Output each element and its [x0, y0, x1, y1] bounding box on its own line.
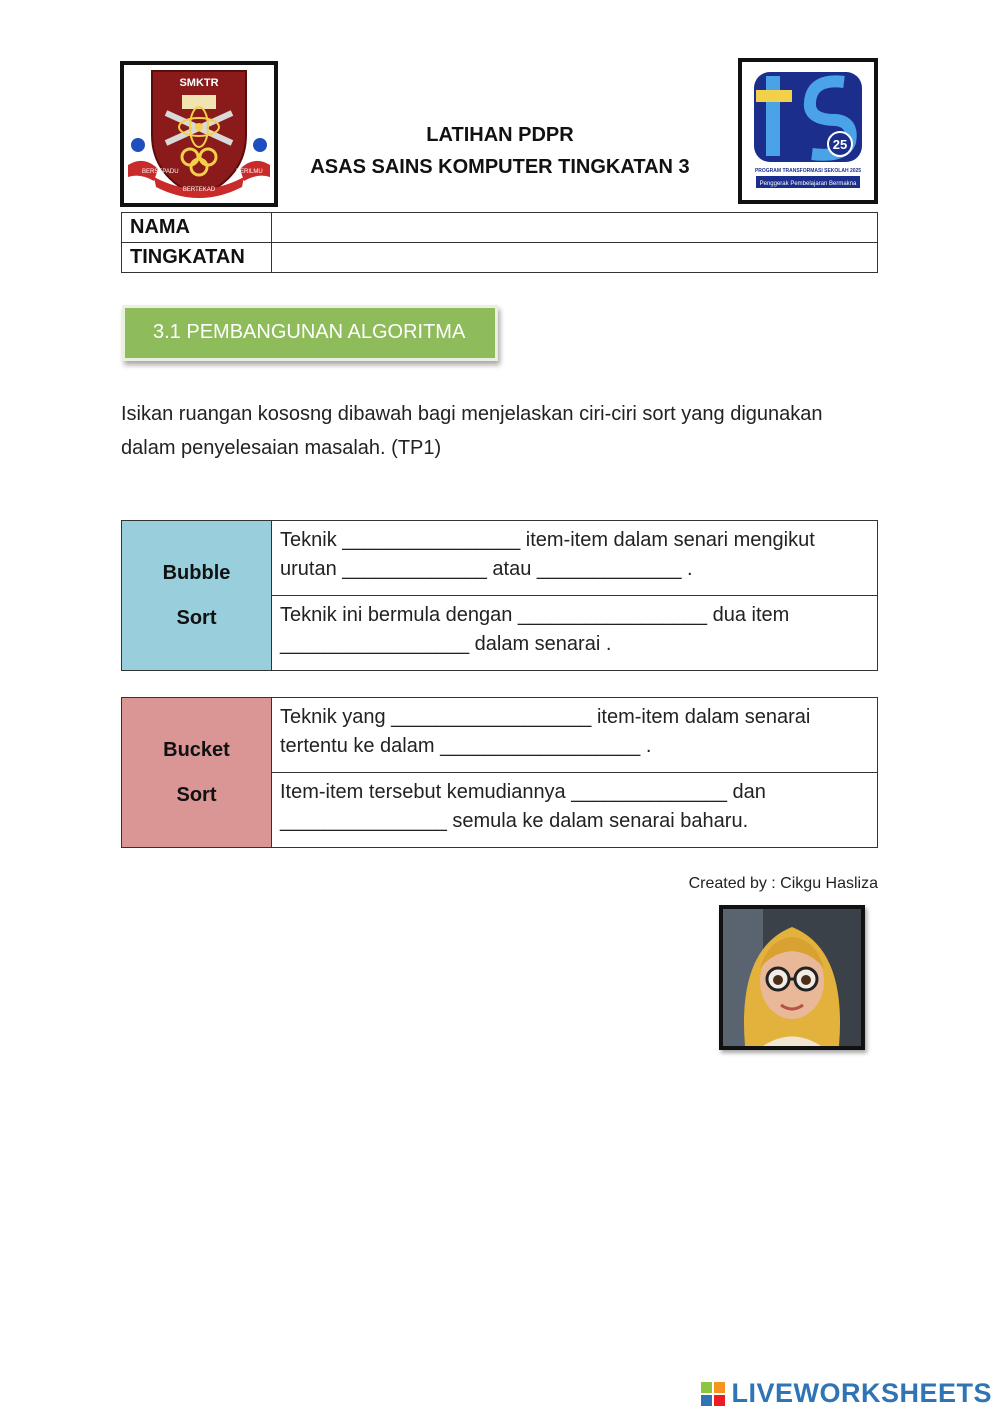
bucket-sort-row-1 — [122, 698, 878, 773]
author-avatar — [719, 905, 865, 1050]
bubble-sort-label — [122, 521, 272, 671]
ts25-logo — [738, 58, 878, 204]
svg-text:BERSEPADU: BERSEPADU — [142, 169, 179, 175]
bucket-sort-statement-1[interactable]: Teknik yang __________________ item-item dalam senarai tertentu ke dalam __________________ . — [272, 698, 878, 773]
form-field[interactable] — [272, 243, 878, 273]
bubble-sort-table — [121, 520, 878, 671]
form-label: TINGKATAN — [122, 243, 272, 273]
bubble-sort-row-1 — [122, 521, 878, 596]
student-info-table — [121, 212, 878, 273]
worksheet-title: LATIHAN PDPR — [426, 124, 574, 146]
school-logo — [120, 61, 278, 207]
avatar-portrait-icon — [723, 909, 861, 1046]
svg-text:BERILMU: BERILMU — [236, 169, 263, 175]
author-credit: Created by : Cikgu Hasliza — [688, 875, 878, 892]
liveworksheets-brand[interactable] — [701, 1378, 992, 1409]
form-row — [122, 243, 878, 273]
svg-text:Penggerak Pembelajaran Bermakn: Penggerak Pembelajaran Bermakna — [759, 181, 857, 187]
bucket-sort-label — [122, 698, 272, 848]
bucket-sort-table — [121, 697, 878, 848]
bucket-sort-statement-2[interactable]: Item-item tersebut kemudiannya ______________ dan _______________ semula ke dalam senarai baharu. — [272, 773, 878, 848]
instruction-text: Isikan ruangan kososng dibawah bagi menjelaskan ciri-ciri sort yang digunakan dalam penyelesaian masalah. (TP1) — [121, 403, 823, 459]
bubble-sort-statement-2[interactable]: Teknik ini bermula dengan _________________ dua item _________________ dalam senarai . — [272, 596, 878, 671]
section-title-banner: 3.1 PEMBANGUNAN ALGORITMA — [122, 305, 498, 361]
worksheet-subtitle: ASAS SAINS KOMPUTER TINGKATAN 3 — [310, 156, 690, 178]
bucket-sort-label-line1: Bucket — [163, 738, 230, 761]
liveworksheets-wordmark: LIVEWORKSHEETS — [731, 1378, 992, 1408]
name-row — [122, 213, 878, 243]
svg-text:SMKTR: SMKTR — [179, 77, 219, 89]
svg-text:BERTEKAD: BERTEKAD — [182, 187, 216, 193]
ts25-emblem-icon — [748, 68, 868, 194]
name-field[interactable] — [272, 213, 878, 243]
svg-text:25: 25 — [832, 137, 848, 152]
liveworksheets-logo-icon — [701, 1382, 725, 1406]
bubble-sort-label-line1: Bubble — [162, 561, 231, 584]
name-label: NAMA — [122, 213, 272, 243]
bubble-sort-statement-1[interactable]: Teknik ________________ item-item dalam senari mengikut urutan _____________ atau _____________ . — [272, 521, 878, 596]
bubble-sort-label-line2: Sort — [176, 606, 217, 629]
school-crest-icon — [124, 65, 274, 203]
bucket-sort-label-line2: Sort — [176, 783, 217, 806]
svg-text:PROGRAM TRANSFORMASI SEKOLAH 2: PROGRAM TRANSFORMASI SEKOLAH 2025 — [754, 168, 862, 174]
